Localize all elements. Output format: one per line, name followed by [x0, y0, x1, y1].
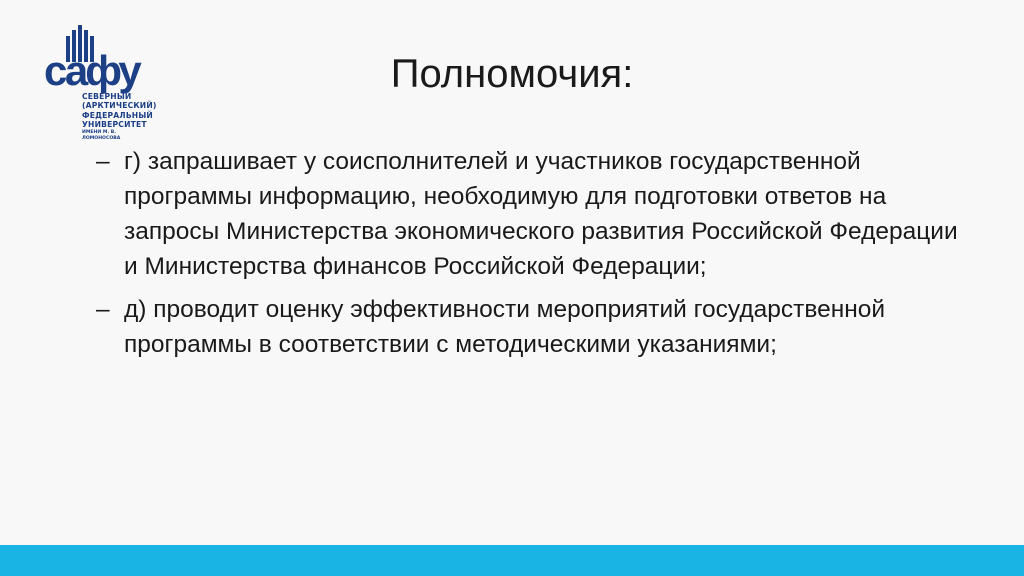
list-item — [96, 144, 976, 284]
logo-line: СЕВЕРНЫЙ — [82, 92, 132, 101]
list-bullet: – — [96, 296, 110, 323]
slide-body — [96, 144, 976, 370]
logo-subline: ИМЕНИ М. В. ЛОМОНОСОВА — [82, 129, 121, 141]
logo-caption — [82, 92, 157, 142]
slide-title: Полномочия: — [390, 52, 634, 96]
list-bullet: – — [96, 148, 110, 175]
list-item-text: г) запрашивает у соисполнителей и участников государственной программы информацию, необходимую для подготовки ответов на запросы Министерства экономического развития Российской Федерации и Министерства финансов Российской Федерации; — [124, 148, 958, 280]
logo-wordmark: сафу — [44, 47, 139, 94]
list-item — [96, 292, 976, 362]
logo-line: ФЕДЕРАЛЬНЫЙ — [82, 110, 153, 120]
logo-line: (АРКТИЧЕСКИЙ) — [82, 101, 157, 111]
list-item-text: д) проводит оценку эффективности мероприятий государственной программы в соответствии с методическими указаниями; — [124, 296, 886, 358]
footer-accent-bar — [0, 545, 1024, 576]
logo-line: УНИВЕРСИТЕТ — [82, 120, 147, 130]
